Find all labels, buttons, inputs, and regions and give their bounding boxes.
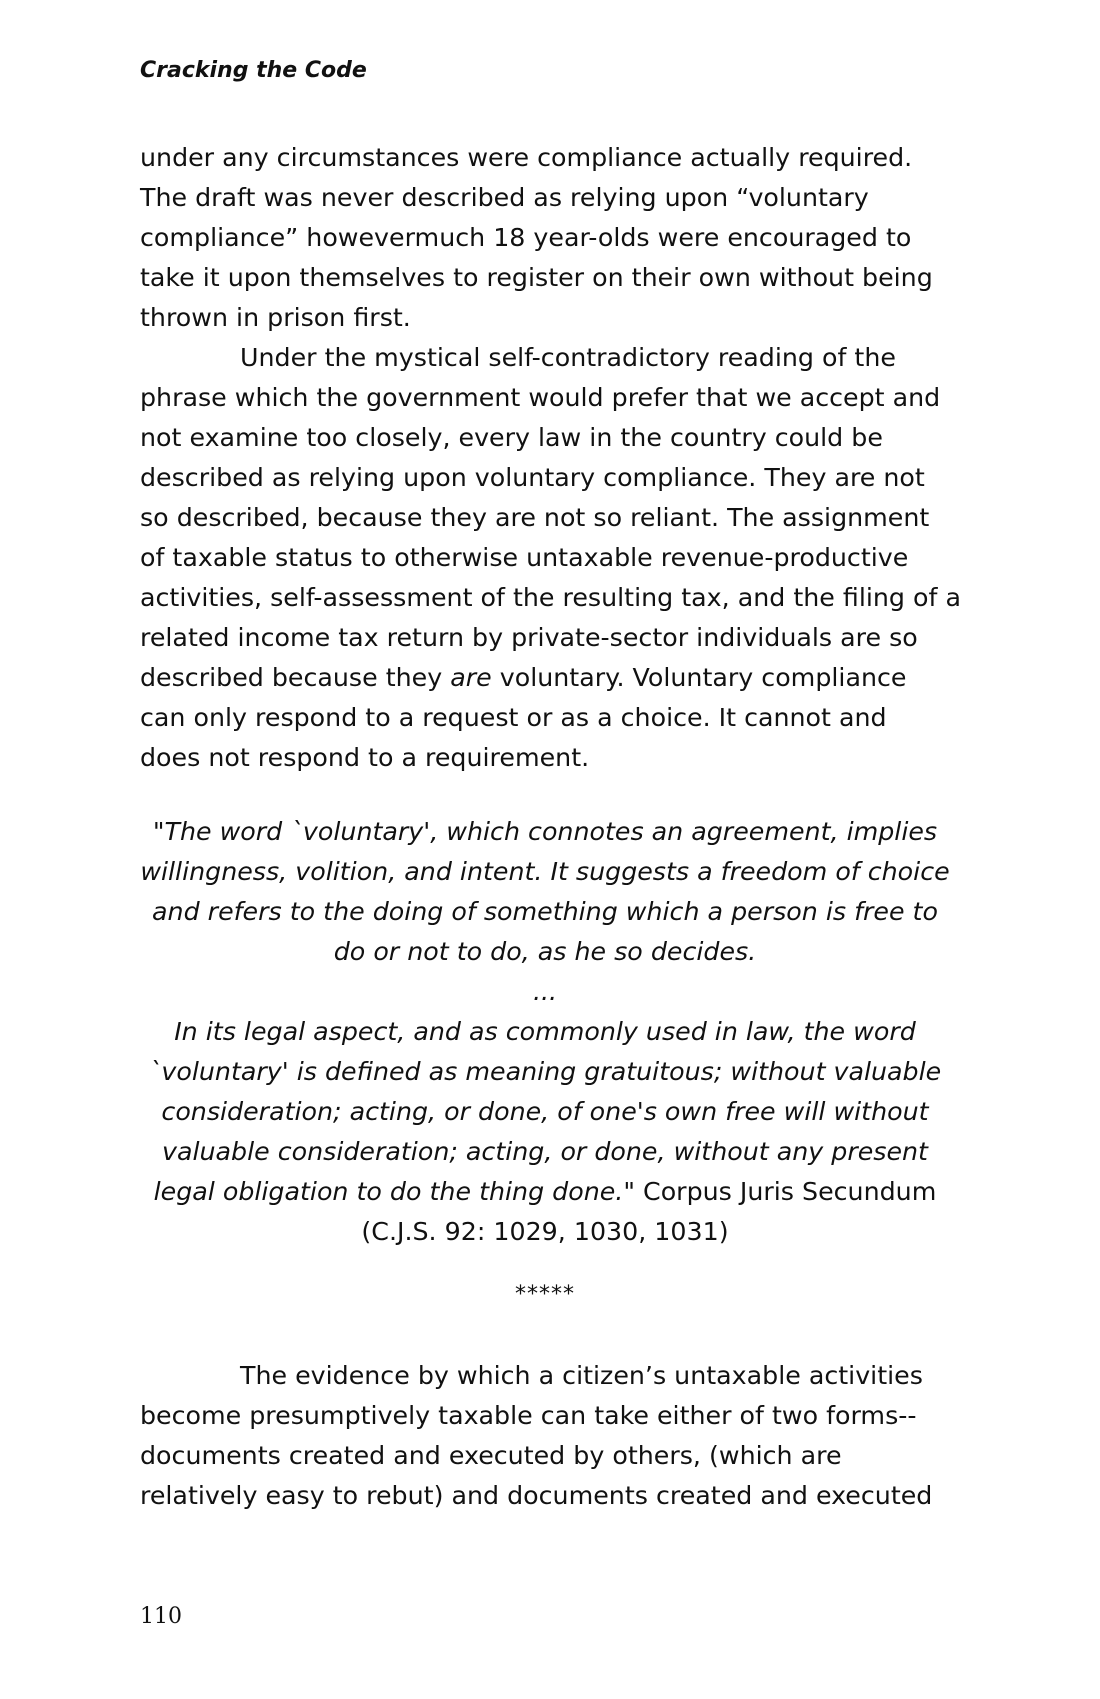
text-line: does not respond to a requirement. (140, 743, 590, 772)
body-text (140, 1356, 950, 1516)
block-quote (140, 812, 950, 1252)
quote-line: consideration; acting, or done, of one's own free will without (161, 1097, 929, 1126)
text-segment: described because they (140, 663, 451, 692)
quote-line: do or not to do, as he so decides. (333, 937, 757, 966)
text-line: under any circumstances were compliance actually required. (140, 143, 913, 172)
text-line: documents created and executed by others, (which are (140, 1441, 842, 1470)
running-head: Cracking the Code (140, 58, 367, 83)
emphasis: are (450, 663, 492, 692)
text-line: compliance” howevermuch 18 year-olds were encouraged to (140, 223, 912, 252)
page-number: 110 (140, 1604, 182, 1629)
text-line (140, 658, 950, 698)
body-text (140, 138, 961, 778)
quote-line: "The word `voluntary', which connotes an agreement, implies (152, 817, 938, 846)
quote-source: Corpus Juris Secundum (634, 1177, 937, 1206)
text-line: Under the mystical self-contradictory reading of the (240, 343, 896, 372)
text-line: The evidence by which a citizen’s untaxable activities (240, 1361, 923, 1390)
text-line: related income tax return by private-sector individuals are so (140, 623, 918, 652)
text-line: The draft was never described as relying upon “voluntary (140, 183, 869, 212)
text-line: thrown in prison first. (140, 303, 411, 332)
quote-text: legal obligation to do the thing done." (153, 1177, 635, 1206)
text-line: can only respond to a request or as a choice. It cannot and (140, 703, 887, 732)
quote-line: `voluntary' is defined as meaning gratuitous; without valuable (148, 1057, 942, 1086)
quote-ellipsis: ... (532, 977, 558, 1006)
quote-citation: (C.J.S. 92: 1029, 1030, 1031) (361, 1217, 729, 1246)
quote-line: and refers to the doing of something which a person is free to (152, 897, 938, 926)
text-line: relatively easy to rebut) and documents created and executed (140, 1481, 933, 1510)
quote-line: valuable consideration; acting, or done, without any present (162, 1137, 928, 1166)
quote-line: willingness, volition, and intent. It suggests a freedom of choice (140, 857, 950, 886)
text-line: phrase which the government would prefer that we accept and (140, 383, 941, 412)
text-line: not examine too closely, every law in the country could be (140, 423, 883, 452)
text-line: so described, because they are not so reliant. The assignment (140, 503, 930, 532)
text-line: become presumptively taxable can take either of two forms-- (140, 1401, 917, 1430)
text-segment: voluntary. Voluntary compliance (491, 663, 907, 692)
quote-line (140, 1172, 950, 1212)
quote-line: In its legal aspect, and as commonly used in law, the word (174, 1017, 916, 1046)
text-line: of taxable status to otherwise untaxable revenue-productive (140, 543, 909, 572)
section-separator: ***** (515, 1282, 575, 1307)
text-line: take it upon themselves to register on their own without being (140, 263, 933, 292)
text-line: described as relying upon voluntary compliance. They are not (140, 463, 925, 492)
text-line: activities, self-assessment of the resulting tax, and the filing of a (140, 583, 961, 612)
